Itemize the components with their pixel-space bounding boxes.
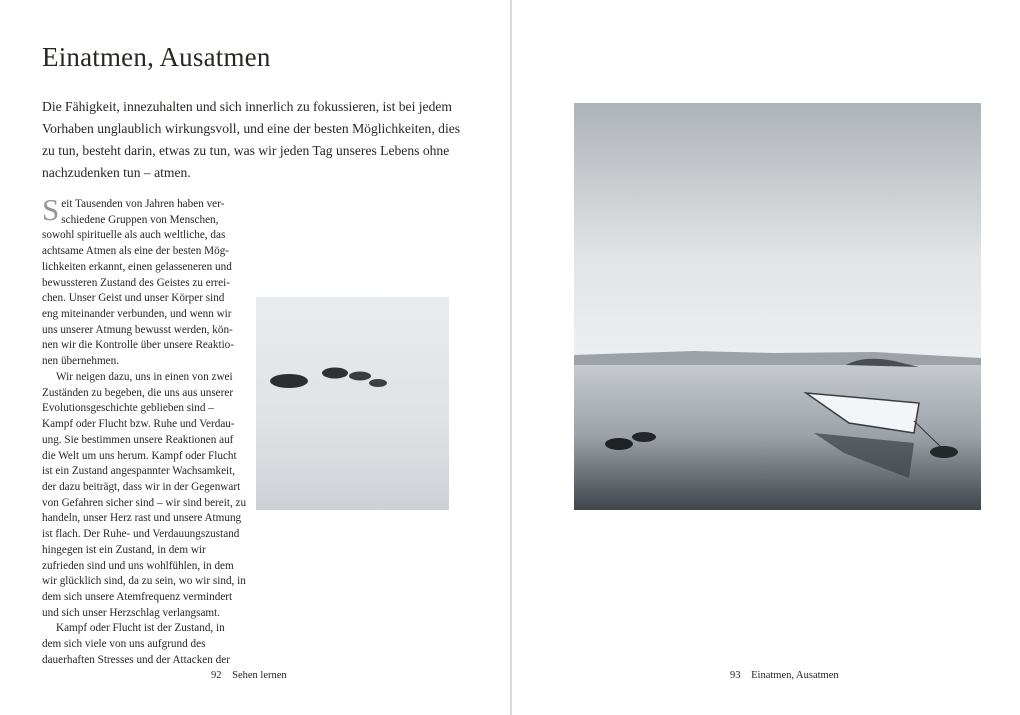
body-line: schiedene Gruppen von Menschen, [61, 213, 219, 226]
body-line: der dazu beiträgt, dass wir in der Gegenwart [42, 480, 241, 493]
body-line: achtsame Atmen als eine der besten Mög- [42, 245, 230, 258]
right-page [512, 0, 1020, 715]
body-line: dem sich unsere Atemfrequenz vermindert [42, 590, 233, 603]
body-line: chen. Unser Geist und unser Körper sind [42, 292, 225, 305]
body-line: Kampf oder Flucht ist der Zustand, in [56, 622, 225, 635]
page-footer [730, 670, 847, 681]
body-line: Zuständen zu begeben, die uns aus unserer [42, 386, 234, 399]
drop-cap: S [42, 192, 60, 227]
body-line: ist ein Zustand angespannter Wachsamkeit, [42, 465, 236, 478]
body-line: die Welt um uns herum. Kampf oder Flucht [42, 449, 237, 462]
body-line: dauerhaften Stresses und der Attacken der [42, 653, 230, 666]
body-line: dem sich viele von uns aufgrund des [42, 638, 206, 651]
body-line: zufrieden sind und uns wohlfühlen, in dem [42, 559, 234, 572]
body-line: sowohl spirituelle als auch weltliche, das [42, 229, 226, 242]
page-footer [211, 670, 295, 681]
intro-paragraph [42, 96, 461, 184]
stones-in-water-photo [256, 297, 449, 510]
running-head: Einatmen, Ausatmen [751, 670, 839, 681]
body-line: ist flach. Der Ruhe- und Verdauungszustand [42, 528, 240, 541]
running-head: Sehen lernen [232, 670, 287, 681]
body-line: bewussteren Zustand des Geistes zu errei- [42, 276, 230, 289]
body-line: uns unserer Atmung bewusst werden, kön- [42, 323, 233, 336]
body-line: eit Tausenden von Jahren haben ver- [61, 198, 225, 210]
intro-line: Vorhaben unglaublich wirkungsvoll, und eine der besten Möglichkeiten, dies [42, 121, 461, 136]
body-text [42, 192, 252, 669]
intro-line: Die Fähigkeit, innezuhalten und sich innerlich zu fokussieren, ist bei jedem [42, 99, 452, 114]
body-line: von Gefahren sicher sind – wir sind bereit, zu [42, 496, 247, 509]
body-line: nen übernehmen. [42, 355, 120, 368]
page-number: 93 [730, 670, 741, 681]
body-line: handeln, unser Herz rast und unsere Atmung [42, 512, 242, 525]
body-line: nen wir die Kontrolle über unsere Reaktio- [42, 339, 234, 352]
intro-line: zu tun, besteht darin, etwas zu tun, was wir jeden Tag unseres Lebens ohne [42, 143, 450, 158]
body-line: ung. Sie bestimmen unsere Reaktionen auf [42, 433, 234, 446]
body-line: hingegen ist ein Zustand, in dem wir [42, 543, 206, 556]
body-line: und sich unser Herzschlag verlangsamt. [42, 606, 221, 619]
boat-on-lake-photo [574, 103, 981, 510]
page-number: 92 [211, 670, 222, 681]
chapter-title: Einatmen, Ausatmen [42, 42, 271, 72]
body-line: Wir neigen dazu, uns in einen von zwei [56, 370, 233, 383]
body-line: Kampf oder Flucht bzw. Ruhe und Verdau- [42, 418, 235, 431]
intro-line: nachzudenken tun – atmen. [42, 165, 191, 180]
body-line: eng miteinander verbunden, und wenn wir [42, 308, 232, 321]
body-line: lichkeiten erkannt, einen gelasseneren und [42, 260, 232, 273]
body-line: Evolutionsgeschichte geblieben sind – [42, 402, 214, 415]
body-line: wir glücklich sind, da zu sein, wo wir sind, in [42, 575, 246, 588]
